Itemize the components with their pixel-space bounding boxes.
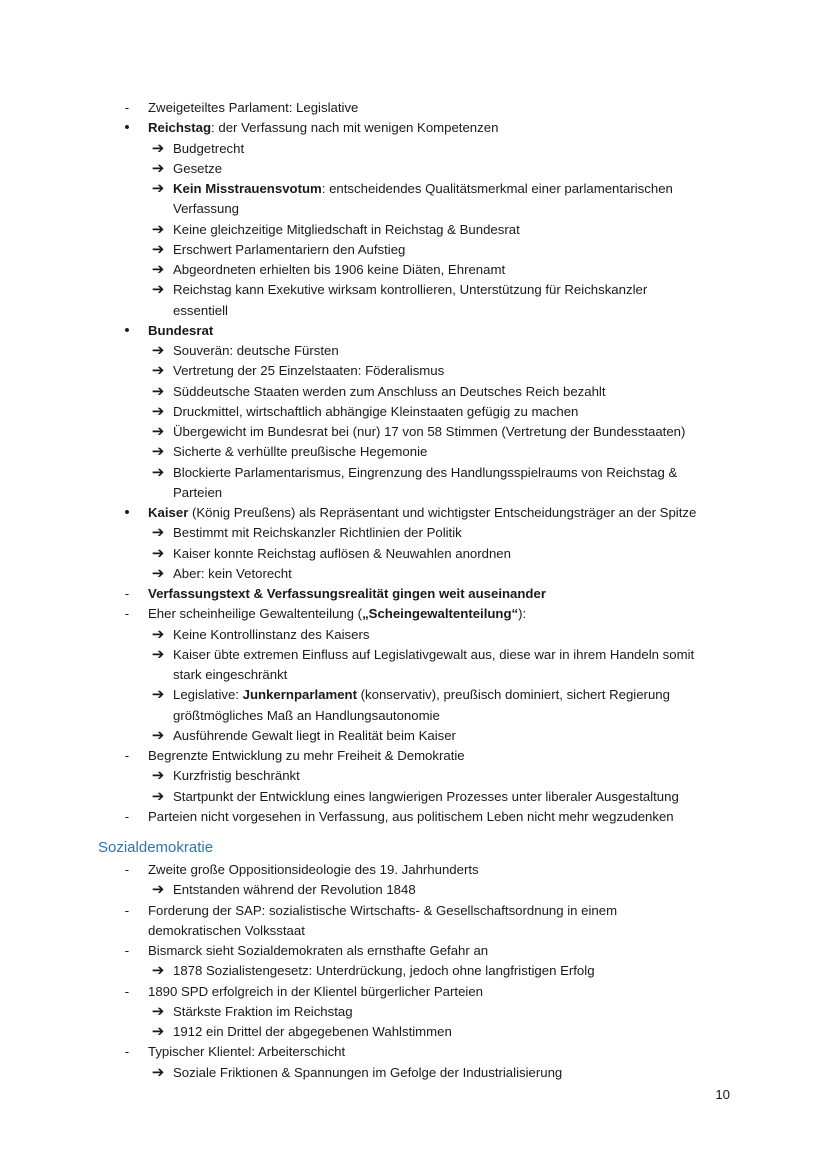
text-span: essentiell bbox=[173, 302, 228, 318]
bullet-icon: • bbox=[124, 119, 130, 137]
text-span: Gesetze bbox=[173, 160, 223, 176]
dash-marker: - bbox=[124, 100, 130, 115]
text-span: größtmögliches Maß an Handlungsautonomie bbox=[173, 707, 440, 723]
bold-text: Kaiser bbox=[148, 505, 189, 520]
list-item bbox=[148, 584, 546, 604]
list-item bbox=[173, 361, 444, 381]
list-item bbox=[173, 382, 606, 402]
text-span: Süddeutsche Staaten werden zum Anschluss an Deutsches Reich bezahlt bbox=[173, 383, 606, 399]
text-span: Startpunkt der Entwicklung eines langwierigen Prozesses unter liberaler Ausgestaltung bbox=[173, 788, 679, 804]
text-span: Begrenzte Entwicklung zu mehr Freiheit & Demokratie bbox=[148, 748, 465, 763]
dash-marker: - bbox=[124, 808, 130, 824]
text-span: Kaiser konnte Reichstag auflösen & Neuwahlen anordnen bbox=[173, 545, 511, 561]
list-item bbox=[173, 544, 511, 564]
dash-marker: - bbox=[124, 943, 130, 958]
list-item bbox=[148, 982, 483, 1002]
list-item bbox=[173, 402, 578, 422]
list-item bbox=[148, 321, 213, 341]
list-item bbox=[173, 442, 427, 462]
list-item bbox=[173, 1022, 452, 1042]
list-item bbox=[148, 1042, 345, 1062]
list-item bbox=[173, 880, 416, 900]
text-span: (König Preußens) als Repräsentant und wichtigster Entscheidungsträger an der Spitze bbox=[188, 505, 697, 520]
arrow-right-icon: ➔ bbox=[151, 1002, 165, 1020]
arrow-right-icon: ➔ bbox=[151, 544, 165, 562]
list-item bbox=[173, 301, 228, 321]
list-item bbox=[148, 118, 498, 138]
list-item bbox=[173, 726, 456, 746]
dash-marker: - bbox=[124, 983, 130, 999]
list-item bbox=[173, 280, 647, 300]
text-span: Reichstag kann Exekutive wirksam kontrollieren, Unterstützung für Reichskanzler bbox=[173, 282, 648, 298]
arrow-right-icon: ➔ bbox=[151, 220, 165, 238]
arrow-right-icon: ➔ bbox=[151, 402, 165, 420]
dash-marker: - bbox=[124, 862, 130, 877]
arrow-right-icon: ➔ bbox=[151, 159, 165, 177]
arrow-right-icon: ➔ bbox=[151, 240, 165, 258]
text-span: Kaiser übte extremen Einfluss auf Legislativgewalt aus, diese war in ihrem Handeln somit bbox=[173, 646, 695, 662]
dash-marker: - bbox=[124, 748, 130, 763]
text-span: Parteien bbox=[173, 484, 223, 500]
text-span: 1878 Sozialistengesetz: Unterdrückung, jedoch ohne langfristigen Erfolg bbox=[173, 963, 595, 979]
list-item bbox=[173, 645, 694, 665]
list-item bbox=[173, 706, 440, 726]
list-item bbox=[148, 941, 488, 961]
text-span: Abgeordneten erhielten bis 1906 keine Diäten, Ehrenamt bbox=[173, 262, 506, 277]
arrow-right-icon: ➔ bbox=[151, 686, 165, 704]
list-item bbox=[173, 220, 520, 240]
list-item bbox=[148, 807, 674, 827]
arrow-right-icon: ➔ bbox=[151, 139, 165, 157]
arrow-right-icon: ➔ bbox=[151, 443, 165, 461]
text-span: demokratischen Volksstaat bbox=[148, 922, 305, 938]
bullet-icon: • bbox=[124, 321, 130, 339]
text-span: Blockierte Parlamentarismus, Eingrenzung des Handlungsspielraums von Reichstag & bbox=[173, 464, 678, 480]
text-span: Erschwert Parlamentariern den Aufstieg bbox=[173, 241, 406, 257]
arrow-right-icon: ➔ bbox=[151, 645, 165, 663]
text-span: (konservativ), preußisch dominiert, sichert Regierung bbox=[356, 687, 670, 703]
text-span: Budgetrecht bbox=[173, 140, 245, 156]
text-span: Keine Kontrollinstanz des Kaisers bbox=[173, 626, 370, 642]
list-item bbox=[173, 199, 239, 219]
list-item bbox=[148, 901, 617, 921]
text-span: ): bbox=[518, 606, 527, 622]
list-item bbox=[173, 766, 300, 786]
text-span: Parteien nicht vorgesehen in Verfassung, aus politischem Leben nicht mehr wegzudenken bbox=[148, 808, 674, 824]
list-item bbox=[173, 1002, 353, 1022]
bold-text: Junkernparlament bbox=[242, 687, 357, 703]
arrow-right-icon: ➔ bbox=[151, 423, 165, 440]
text-span: Keine gleichzeitige Mitgliedschaft in Reichstag & Bundesrat bbox=[173, 221, 520, 237]
list-item bbox=[173, 523, 462, 543]
arrow-right-icon: ➔ bbox=[151, 564, 165, 582]
arrow-right-icon: ➔ bbox=[151, 281, 165, 299]
text-span: Legislative: bbox=[173, 687, 243, 703]
dash-marker: - bbox=[124, 586, 130, 601]
list-item bbox=[173, 625, 369, 645]
text-span: : entscheidendes Qualitätsmerkmal einer parlamentarischen bbox=[321, 181, 673, 196]
arrow-right-icon: ➔ bbox=[151, 1063, 165, 1081]
arrow-right-icon: ➔ bbox=[151, 463, 165, 481]
text-span: Kurzfristig beschränkt bbox=[173, 768, 300, 784]
list-item bbox=[173, 564, 292, 584]
list-item bbox=[148, 860, 479, 880]
arrow-right-icon: ➔ bbox=[151, 382, 165, 400]
bullet-icon: • bbox=[124, 504, 130, 521]
list-item bbox=[173, 1063, 562, 1083]
arrow-right-icon: ➔ bbox=[151, 180, 165, 197]
text-span: Bestimmt mit Reichskanzler Richtlinien der Politik bbox=[173, 525, 462, 541]
list-item bbox=[173, 685, 670, 705]
arrow-right-icon: ➔ bbox=[151, 726, 165, 744]
bold-text: Kein Misstrauensvotum bbox=[173, 181, 322, 196]
text-span: Verfassung bbox=[173, 201, 239, 217]
text-span: Ausführende Gewalt liegt in Realität beim Kaiser bbox=[173, 727, 456, 743]
dash-marker: - bbox=[124, 1044, 130, 1060]
list-item bbox=[173, 665, 287, 685]
list-item bbox=[173, 483, 222, 503]
arrow-right-icon: ➔ bbox=[151, 1023, 165, 1040]
list-item bbox=[173, 341, 339, 361]
list-item bbox=[173, 463, 677, 483]
bold-text: Verfassungstext & Verfassungsrealität gingen weit auseinander bbox=[148, 586, 546, 601]
text-span: Übergewicht im Bundesrat bei (nur) 17 von 58 Stimmen (Vertretung der Bundesstaaten) bbox=[173, 424, 686, 439]
text-span: stark eingeschränkt bbox=[173, 667, 288, 682]
list-item bbox=[148, 921, 305, 941]
arrow-right-icon: ➔ bbox=[151, 787, 165, 805]
arrow-right-icon: ➔ bbox=[151, 261, 165, 278]
list-item bbox=[173, 139, 244, 159]
text-span: Entstanden während der Revolution 1848 bbox=[173, 882, 416, 898]
text-span: Zweite große Oppositionsideologie des 19. Jahrhunderts bbox=[148, 862, 479, 877]
list-item bbox=[148, 98, 358, 118]
list-item bbox=[148, 746, 465, 766]
text-span: Zweigeteiltes Parlament: Legislative bbox=[148, 100, 359, 115]
text-span: Druckmittel, wirtschaftlich abhängige Kleinstaaten gefügig zu machen bbox=[173, 403, 579, 419]
text-span: 1890 SPD erfolgreich in der Klientel bürgerlicher Parteien bbox=[148, 983, 483, 999]
text-span: Soziale Friktionen & Spannungen im Gefolge der Industrialisierung bbox=[173, 1064, 563, 1080]
arrow-right-icon: ➔ bbox=[151, 625, 165, 643]
list-item bbox=[173, 422, 685, 442]
arrow-right-icon: ➔ bbox=[151, 962, 165, 980]
list-item bbox=[173, 179, 673, 199]
arrow-right-icon: ➔ bbox=[151, 767, 165, 785]
text-span: : der Verfassung nach mit wenigen Kompetenzen bbox=[211, 120, 499, 136]
list-item bbox=[173, 787, 679, 807]
list-item bbox=[173, 961, 595, 981]
text-span: Stärkste Fraktion im Reichstag bbox=[173, 1003, 353, 1019]
bold-text: Reichstag bbox=[148, 120, 212, 136]
list-item bbox=[173, 240, 405, 260]
text-span: 1912 ein Drittel der abgegebenen Wahlstimmen bbox=[173, 1024, 452, 1039]
list-item bbox=[173, 260, 505, 280]
arrow-right-icon: ➔ bbox=[151, 524, 165, 542]
page-number: 10 bbox=[715, 1087, 730, 1102]
text-span: Aber: kein Vetorecht bbox=[173, 565, 292, 581]
bold-text: „Scheingewaltenteilung“ bbox=[362, 606, 519, 622]
dash-marker: - bbox=[124, 902, 130, 918]
list-item bbox=[148, 604, 526, 624]
bold-text: Bundesrat bbox=[148, 322, 214, 338]
dash-marker: - bbox=[124, 606, 130, 622]
text-span: Vertretung der 25 Einzelstaaten: Föderalismus bbox=[173, 363, 445, 379]
text-span: Eher scheinheilige Gewaltenteilung ( bbox=[148, 606, 363, 622]
text-span: Typischer Klientel: Arbeiterschicht bbox=[148, 1044, 346, 1060]
text-span: Bismarck sieht Sozialdemokraten als ernsthafte Gefahr an bbox=[148, 943, 489, 958]
list-item bbox=[148, 503, 696, 523]
arrow-right-icon: ➔ bbox=[151, 362, 165, 380]
section-heading: Sozialdemokratie bbox=[98, 839, 214, 856]
arrow-right-icon: ➔ bbox=[151, 881, 165, 899]
text-span: Forderung der SAP: sozialistische Wirtschafts- & Gesellschaftsordnung in einem bbox=[148, 902, 618, 918]
text-span: Sicherte & verhüllte preußische Hegemonie bbox=[173, 444, 428, 460]
list-item bbox=[173, 159, 222, 179]
text-span: Souverän: deutsche Fürsten bbox=[173, 343, 339, 358]
arrow-right-icon: ➔ bbox=[151, 342, 165, 359]
